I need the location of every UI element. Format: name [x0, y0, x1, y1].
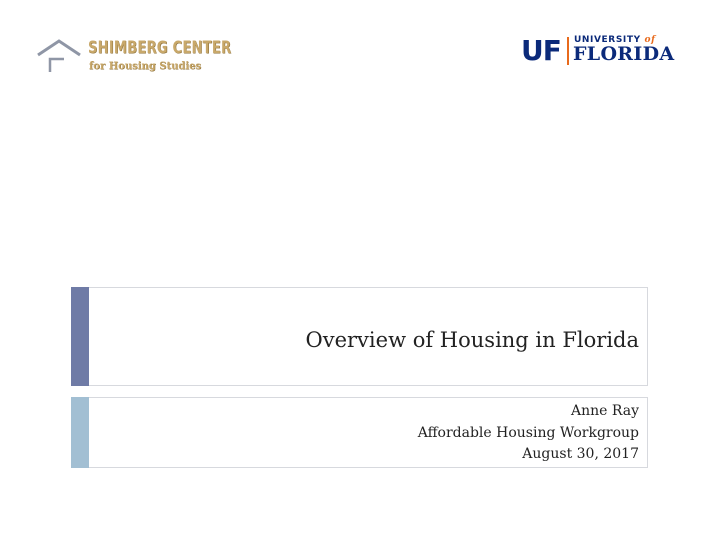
house-icon: [36, 38, 82, 74]
title-box: [71, 287, 648, 386]
subtitle-lines: [418, 401, 639, 466]
uf-logo-of: of: [644, 35, 656, 45]
event-name: Affordable Housing Workgroup: [417, 424, 639, 441]
author-name: Anne Ray: [571, 403, 639, 419]
uf-logo-florida: FLORIDA: [573, 43, 675, 65]
title-accent-bar: [71, 287, 89, 386]
presentation-date: August 30, 2017: [522, 446, 639, 462]
subtitle-accent-bar: [71, 397, 89, 468]
university-of-florida-logo: [521, 35, 673, 67]
uf-logo-university-word: UNIVERSITY: [574, 35, 641, 45]
uf-mark: UF: [521, 34, 561, 67]
slide-title: Overview of Housing in Florida: [305, 328, 639, 352]
subtitle-box: [71, 397, 648, 468]
uf-logo-divider: [567, 37, 569, 65]
shimberg-logo-subtitle: for Housing Studies: [89, 61, 202, 72]
shimberg-logo-name: SHIMBERG CENTER: [88, 38, 232, 58]
shimberg-center-logo: [36, 38, 232, 80]
